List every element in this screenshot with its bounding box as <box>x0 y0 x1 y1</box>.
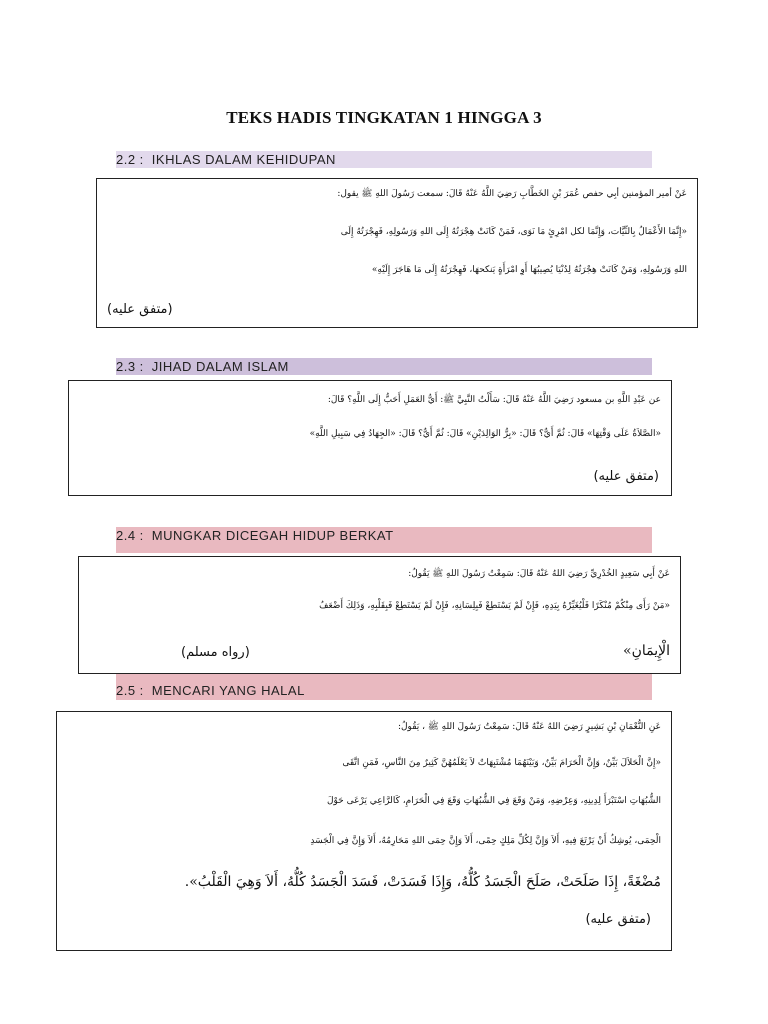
section-heading-ikhlas <box>116 151 652 168</box>
hadith-line: الْحِمَى، يُوشِكُ أَنْ يَرْتَعَ فِيهِ، أَلاَ وَإِنَّ لِكُلِّ مَلِكٍ حِمًى، أَلاَ وَإِنَّ حِمَى اللهِ مَحَارِمُهُ، أَلاَ وَإِنَّ فِي الْجَسَدِ <box>310 836 661 846</box>
hadith-source: (متفق عليه) <box>107 302 173 317</box>
hadith-line: مُضْغَةً، إِذَا صَلَحَتْ، صَلَحَ الْجَسَدُ كُلُّهُ، وَإِذَا فَسَدَتْ، فَسَدَ الْجَسَدُ كُلُّهُ، أَلاَ وَهِيَ الْقَلْبُ». <box>184 874 661 890</box>
hadith-line: عَنْ أَبِي سَعِيدٍ الخُدْرِيِّ رَضِيَ اللهُ عَنْهُ قَالَ: سَمِعْتُ رَسُولَ اللهِ ﷺ يَقُولُ: <box>408 569 670 579</box>
hadith-box-ikhlas <box>96 178 698 328</box>
hadith-source: (متفق عليه) <box>585 912 651 927</box>
hadith-line: عن عَبْدِ اللَّهِ بن مسعود رَضِيَ اللَّهُ عَنْهُ قَالَ: سَأَلْتُ النَّبِيَّ ﷺ: أَيُّ العَمَلِ أَحَبُّ إِلَى اللَّهِ؟ قَالَ: <box>327 395 661 405</box>
hadith-line: الْإِيمَانِ» <box>623 643 670 659</box>
section-title: JIHAD DALAM ISLAM <box>151 359 289 374</box>
hadith-line: عَنِ النُّعْمَانِ بْنِ بَشِيرٍ رَضِيَ اللهُ عَنْهُ قَالَ: سَمِعْتُ رَسُولَ اللهِ ﷺ ، يَقُولُ: <box>397 722 661 732</box>
hadith-source: (متفق عليه) <box>593 469 659 484</box>
hadith-source: (رواه مسلم) <box>181 645 250 660</box>
section-number: 2.5 : <box>116 683 144 698</box>
hadith-box-jihad <box>68 380 672 496</box>
hadith-box-halal <box>56 711 672 951</box>
section-title: MENCARI YANG HALAL <box>151 683 305 698</box>
section-number: 2.2 : <box>116 152 144 167</box>
section-title: MUNGKAR DICEGAH HIDUP BERKAT <box>151 528 394 543</box>
hadith-line: عَنْ أمير المؤمنين أبِي حفص عُمَرَ بْنِ الخَطَّابِ رَضِيَ اللَّهُ عَنْهُ قَالَ: سمعت رَسُولَ اللهِ ﷺ يقول: <box>337 189 687 199</box>
section-heading-mungkar <box>116 527 652 553</box>
page-title: TEKS HADIS TINGKATAN 1 HINGGA 3 <box>226 108 542 127</box>
hadith-line: «الصَّلاَةُ عَلَى وَقْتِهَا» قَالَ: ثُمَّ أَيٌّ؟ قَالَ: «بِرُّ الوَالِدَيْنِ» قَالَ: ثُمَّ أَيٌّ؟ قَالَ: «الجِهَادُ فِي سَبِيلِ اللَّهِ» <box>309 429 661 439</box>
hadith-line: الشُّبُهَاتِ اسْتَبْرَأَ لِدِينِهِ، وَعِرْضِهِ، وَمَنْ وَقَعَ فِي الشُّبُهَاتِ وَقَعَ فِي الْحَرَامِ، كَالرَّاعِي يَرْعَى حَوْلَ <box>326 796 661 806</box>
hadith-line: «مَنْ رَأَى مِنْكُمْ مُنْكَرًا فَلْيُغَيِّرْهُ بِيَدِهِ، فَإِنْ لَمْ يَسْتَطِعْ فَبِلِسَانِهِ، فَإِنْ لَمْ يَسْتَطِعْ فَبِقَلْبِهِ، وَذَلِكَ أَضْعَفُ <box>319 601 670 611</box>
hadith-box-mungkar <box>78 556 681 674</box>
section-number: 2.4 : <box>116 528 144 543</box>
hadith-line: «إِنَّ الْحَلاَلَ بَيِّنٌ، وَإِنَّ الْحَرَامَ بَيِّنٌ، وَبَيْنَهُمَا مُشْتَبِهَاتٌ لاَ يَعْلَمُهُنَّ كَثِيرٌ مِنَ النَّاسِ، فَمَنِ اتَّقَى <box>342 758 661 768</box>
section-number: 2.3 : <box>116 359 144 374</box>
section-heading-halal <box>116 674 652 700</box>
hadith-line: «إِنَّمَا الأَعْمَالُ بِالنِّيَّات، وَإِنَّمَا لكل امْرِئٍ مَا نَوَى، فَمَنْ كَانَتْ هِجْرَتُهُ إِلَى اللهِ وَرَسُولِهِ، فَهِجْرَتُهُ إِلَى <box>340 227 687 237</box>
section-heading-jihad <box>116 358 652 375</box>
section-title: IKHLAS DALAM KEHIDUPAN <box>151 152 336 167</box>
hadith-line: اللهِ وَرَسُولِهِ، وَمَنْ كَانَتْ هِجْرَتُهُ لِدُنْيَا يُصِيبُهَا أَوِ امْرَأَةٍ يَنكحهَا، فَهِجْرَتُهُ إِلَى مَا هَاجَرَ إِلَيْهِ» <box>371 265 687 275</box>
